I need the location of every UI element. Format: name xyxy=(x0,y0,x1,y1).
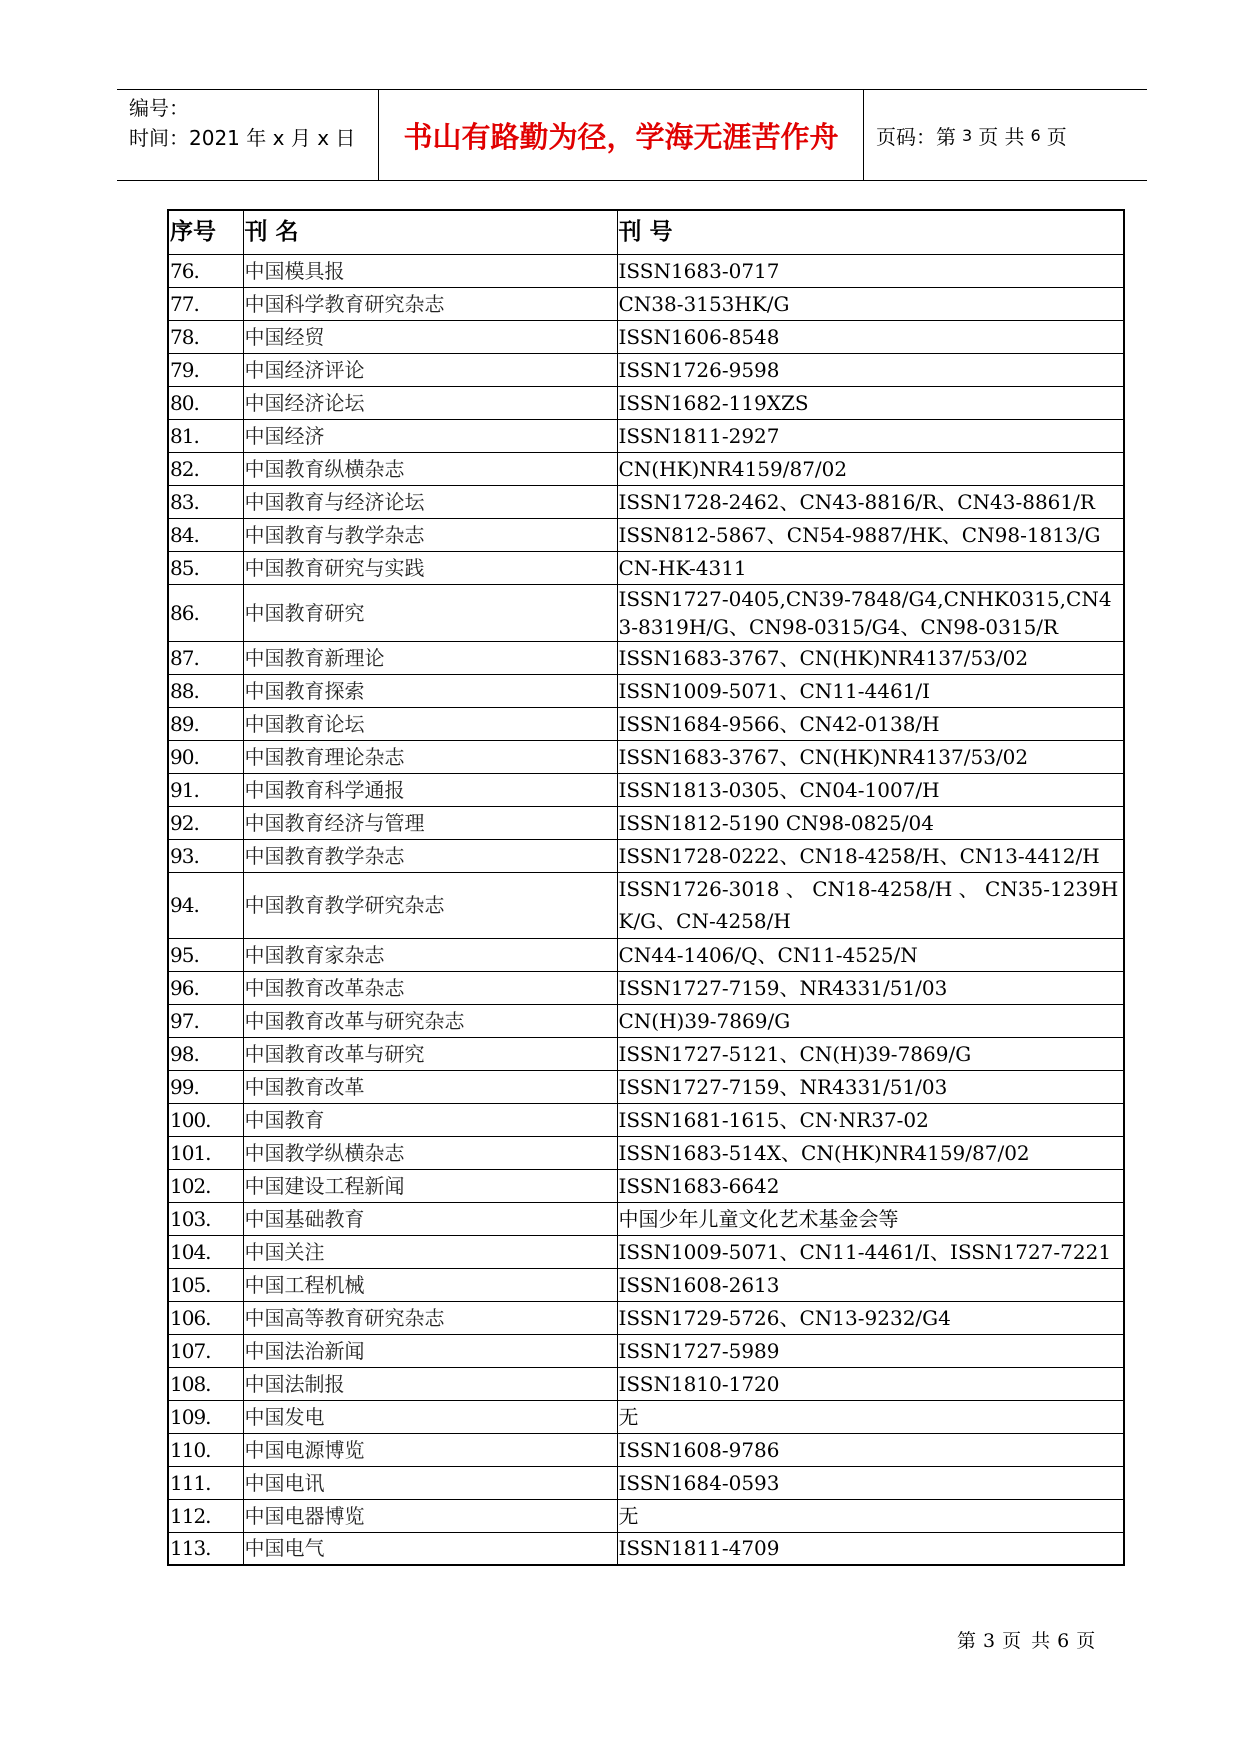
table-row xyxy=(168,584,1124,641)
row-journal-code: 无 xyxy=(617,1499,1124,1532)
row-journal-name: 中国教育探索 xyxy=(243,674,617,707)
table-row xyxy=(168,938,1124,971)
row-serial: 78. xyxy=(168,320,243,353)
table-row xyxy=(168,320,1124,353)
page-footer xyxy=(957,1626,1097,1653)
row-journal-name: 中国电器博览 xyxy=(243,1499,617,1532)
row-journal-code: CN38-3153HK/G xyxy=(617,287,1124,320)
row-serial: 98. xyxy=(168,1037,243,1070)
table-row xyxy=(168,872,1124,938)
row-journal-code: ISSN1683-514X、CN(HK)NR4159/87/02 xyxy=(617,1136,1124,1169)
table-row xyxy=(168,806,1124,839)
row-journal-code: ISSN1683-0717 xyxy=(617,254,1124,287)
row-serial: 105. xyxy=(168,1268,243,1301)
row-serial: 111. xyxy=(168,1466,243,1499)
row-serial: 97. xyxy=(168,1004,243,1037)
row-journal-name: 中国教育与教学杂志 xyxy=(243,518,617,551)
row-serial: 84. xyxy=(168,518,243,551)
row-journal-name: 中国教育研究与实践 xyxy=(243,551,617,584)
row-serial: 102. xyxy=(168,1169,243,1202)
table-row xyxy=(168,353,1124,386)
row-journal-code: ISSN1684-9566、CN42-0138/H xyxy=(617,707,1124,740)
header-meta xyxy=(117,90,379,180)
page-header xyxy=(117,89,1147,181)
row-serial: 83. xyxy=(168,485,243,518)
row-journal-code: ISSN1811-4709 xyxy=(617,1532,1124,1565)
row-journal-name: 中国基础教育 xyxy=(243,1202,617,1235)
row-serial: 86. xyxy=(168,584,243,641)
row-journal-code: ISSN1813-0305、CN04-1007/H xyxy=(617,773,1124,806)
row-journal-name: 中国经济评论 xyxy=(243,353,617,386)
time-month-unit: 月 xyxy=(290,126,311,150)
table-row xyxy=(168,1169,1124,1202)
table-row xyxy=(168,839,1124,872)
row-journal-name: 中国教育新理论 xyxy=(243,641,617,674)
table-row xyxy=(168,551,1124,584)
row-journal-name: 中国教学纵横杂志 xyxy=(243,1136,617,1169)
row-journal-code: ISSN1727-7159、NR4331/51/03 xyxy=(617,971,1124,1004)
row-serial: 85. xyxy=(168,551,243,584)
row-journal-name: 中国教育改革与研究杂志 xyxy=(243,1004,617,1037)
table-row xyxy=(168,1499,1124,1532)
row-journal-name: 中国电源博览 xyxy=(243,1433,617,1466)
row-journal-name: 中国电气 xyxy=(243,1532,617,1565)
row-serial: 90. xyxy=(168,740,243,773)
row-journal-code: ISSN1726-9598 xyxy=(617,353,1124,386)
row-journal-code: ISSN812-5867、CN54-9887/HK、CN98-1813/G xyxy=(617,518,1124,551)
table-row xyxy=(168,1235,1124,1268)
row-journal-name: 中国教育改革杂志 xyxy=(243,971,617,1004)
table-row xyxy=(168,386,1124,419)
row-serial: 104. xyxy=(168,1235,243,1268)
row-journal-name: 中国教育研究 xyxy=(243,584,617,641)
page-middle: 页 共 xyxy=(978,124,1025,149)
row-serial: 95. xyxy=(168,938,243,971)
journal-table xyxy=(167,209,1125,1566)
row-journal-code: 无 xyxy=(617,1400,1124,1433)
table-row xyxy=(168,1268,1124,1301)
header-journal-name: 刊 名 xyxy=(243,210,617,254)
row-journal-name: 中国教育与经济论坛 xyxy=(243,485,617,518)
row-journal-code: ISSN1727-5989 xyxy=(617,1334,1124,1367)
page-prefix: 页码：第 xyxy=(876,124,956,149)
row-journal-code: ISSN1684-0593 xyxy=(617,1466,1124,1499)
row-journal-code: ISSN1682-119XZS xyxy=(617,386,1124,419)
row-journal-name: 中国法治新闻 xyxy=(243,1334,617,1367)
row-journal-name: 中国经贸 xyxy=(243,320,617,353)
header-motto: 书山有路勤为径，学海无涯苦作舟 xyxy=(379,90,864,180)
row-journal-code: ISSN1812-5190 CN98-0825/04 xyxy=(617,806,1124,839)
row-journal-name: 中国教育教学研究杂志 xyxy=(243,872,617,938)
table-row xyxy=(168,518,1124,551)
time-label: 时间： xyxy=(129,126,189,150)
table-row xyxy=(168,1136,1124,1169)
row-journal-code: ISSN1810-1720 xyxy=(617,1367,1124,1400)
row-journal-code: ISSN1727-0405,CN39-7848/G4,CNHK0315,CN43-8319H/G、CN98-0315/G4、CN98-0315/R xyxy=(617,584,1124,641)
row-journal-name: 中国建设工程新闻 xyxy=(243,1169,617,1202)
time-year: 2021 xyxy=(189,126,240,150)
row-serial: 108. xyxy=(168,1367,243,1400)
footer-current: 3 xyxy=(983,1630,998,1652)
document-number-label: 编号： xyxy=(129,96,189,120)
row-journal-name: 中国经济 xyxy=(243,419,617,452)
row-journal-name: 中国电讯 xyxy=(243,1466,617,1499)
row-journal-code: ISSN1009-5071、CN11-4461/I xyxy=(617,674,1124,707)
table-row xyxy=(168,287,1124,320)
table-row xyxy=(168,1037,1124,1070)
row-journal-code: ISSN1608-2613 xyxy=(617,1268,1124,1301)
footer-suffix: 页 xyxy=(1076,1630,1098,1652)
row-journal-name: 中国教育教学杂志 xyxy=(243,839,617,872)
row-journal-name: 中国关注 xyxy=(243,1235,617,1268)
row-serial: 107. xyxy=(168,1334,243,1367)
page-total: 6 xyxy=(1030,125,1041,145)
row-serial: 80. xyxy=(168,386,243,419)
row-journal-code: ISSN1727-5121、CN(H)39-7869/G xyxy=(617,1037,1124,1070)
row-serial: 101. xyxy=(168,1136,243,1169)
row-journal-code: CN(HK)NR4159/87/02 xyxy=(617,452,1124,485)
row-journal-name: 中国科学教育研究杂志 xyxy=(243,287,617,320)
table-row xyxy=(168,1433,1124,1466)
row-serial: 103. xyxy=(168,1202,243,1235)
table-row xyxy=(168,674,1124,707)
row-journal-code: ISSN1608-9786 xyxy=(617,1433,1124,1466)
time-day-unit: 日 xyxy=(335,126,356,150)
table-row xyxy=(168,1532,1124,1565)
footer-prefix: 第 xyxy=(957,1630,979,1652)
table-row xyxy=(168,1466,1124,1499)
row-journal-code: ISSN1726-3018 、 CN18-4258/H 、 CN35-1239HK/G、CN-4258/H xyxy=(617,872,1124,938)
row-journal-code: ISSN1009-5071、CN11-4461/I、ISSN1727-7221 xyxy=(617,1235,1124,1268)
table-row xyxy=(168,1367,1124,1400)
row-serial: 99. xyxy=(168,1070,243,1103)
page-suffix: 页 xyxy=(1046,124,1067,149)
row-serial: 81. xyxy=(168,419,243,452)
row-serial: 87. xyxy=(168,641,243,674)
row-journal-name: 中国教育改革与研究 xyxy=(243,1037,617,1070)
row-journal-code: ISSN1811-2927 xyxy=(617,419,1124,452)
row-serial: 109. xyxy=(168,1400,243,1433)
row-serial: 100. xyxy=(168,1103,243,1136)
header-page-indicator xyxy=(864,90,1147,180)
table-row xyxy=(168,254,1124,287)
row-journal-code: ISSN1728-2462、CN43-8816/R、CN43-8861/R xyxy=(617,485,1124,518)
row-serial: 93. xyxy=(168,839,243,872)
table-row xyxy=(168,1301,1124,1334)
time-day: x xyxy=(317,126,330,150)
table-row xyxy=(168,1103,1124,1136)
row-journal-name: 中国经济论坛 xyxy=(243,386,617,419)
row-journal-name: 中国工程机械 xyxy=(243,1268,617,1301)
table-row xyxy=(168,1202,1124,1235)
row-serial: 94. xyxy=(168,872,243,938)
row-journal-code: ISSN1681-1615、CN·NR37-02 xyxy=(617,1103,1124,1136)
row-journal-name: 中国法制报 xyxy=(243,1367,617,1400)
row-journal-name: 中国高等教育研究杂志 xyxy=(243,1301,617,1334)
row-journal-code: CN-HK-4311 xyxy=(617,551,1124,584)
footer-total: 6 xyxy=(1057,1630,1072,1652)
row-serial: 112. xyxy=(168,1499,243,1532)
row-serial: 110. xyxy=(168,1433,243,1466)
row-serial: 82. xyxy=(168,452,243,485)
row-serial: 76. xyxy=(168,254,243,287)
row-journal-name: 中国教育理论杂志 xyxy=(243,740,617,773)
footer-middle: 页 共 xyxy=(1002,1630,1053,1652)
header-journal-code: 刊 号 xyxy=(617,210,1124,254)
table-row xyxy=(168,740,1124,773)
row-journal-name: 中国教育改革 xyxy=(243,1070,617,1103)
row-serial: 89. xyxy=(168,707,243,740)
table-row xyxy=(168,773,1124,806)
row-journal-name: 中国教育纵横杂志 xyxy=(243,452,617,485)
row-serial: 91. xyxy=(168,773,243,806)
table-row xyxy=(168,419,1124,452)
row-serial: 92. xyxy=(168,806,243,839)
row-journal-code: ISSN1683-6642 xyxy=(617,1169,1124,1202)
header-serial: 序号 xyxy=(168,210,243,254)
row-journal-name: 中国教育科学通报 xyxy=(243,773,617,806)
time-year-unit: 年 xyxy=(246,126,267,150)
row-journal-name: 中国发电 xyxy=(243,1400,617,1433)
table-row xyxy=(168,485,1124,518)
row-serial: 106. xyxy=(168,1301,243,1334)
row-serial: 79. xyxy=(168,353,243,386)
row-journal-name: 中国教育经济与管理 xyxy=(243,806,617,839)
row-journal-name: 中国教育论坛 xyxy=(243,707,617,740)
row-serial: 113. xyxy=(168,1532,243,1565)
row-journal-name: 中国教育家杂志 xyxy=(243,938,617,971)
table-row xyxy=(168,971,1124,1004)
time-month: x xyxy=(272,126,285,150)
row-journal-code: ISSN1683-3767、CN(HK)NR4137/53/02 xyxy=(617,740,1124,773)
table-header-row xyxy=(168,210,1124,254)
row-journal-code: ISSN1606-8548 xyxy=(617,320,1124,353)
row-journal-code: 中国少年儿童文化艺术基金会等 xyxy=(617,1202,1124,1235)
table-row xyxy=(168,452,1124,485)
row-journal-name: 中国教育 xyxy=(243,1103,617,1136)
row-journal-code: ISSN1728-0222、CN18-4258/H、CN13-4412/H xyxy=(617,839,1124,872)
table-row xyxy=(168,707,1124,740)
row-journal-name: 中国模具报 xyxy=(243,254,617,287)
page-current: 3 xyxy=(962,125,973,145)
table-row xyxy=(168,1334,1124,1367)
row-journal-code: ISSN1729-5726、CN13-9232/G4 xyxy=(617,1301,1124,1334)
row-journal-code: ISSN1727-7159、NR4331/51/03 xyxy=(617,1070,1124,1103)
table-row xyxy=(168,1400,1124,1433)
table-row xyxy=(168,1070,1124,1103)
row-journal-code: ISSN1683-3767、CN(HK)NR4137/53/02 xyxy=(617,641,1124,674)
row-journal-code: CN44-1406/Q、CN11-4525/N xyxy=(617,938,1124,971)
row-serial: 77. xyxy=(168,287,243,320)
table-row xyxy=(168,1004,1124,1037)
row-serial: 96. xyxy=(168,971,243,1004)
table-row xyxy=(168,641,1124,674)
row-journal-code: CN(H)39-7869/G xyxy=(617,1004,1124,1037)
document-time xyxy=(129,123,378,153)
row-serial: 88. xyxy=(168,674,243,707)
